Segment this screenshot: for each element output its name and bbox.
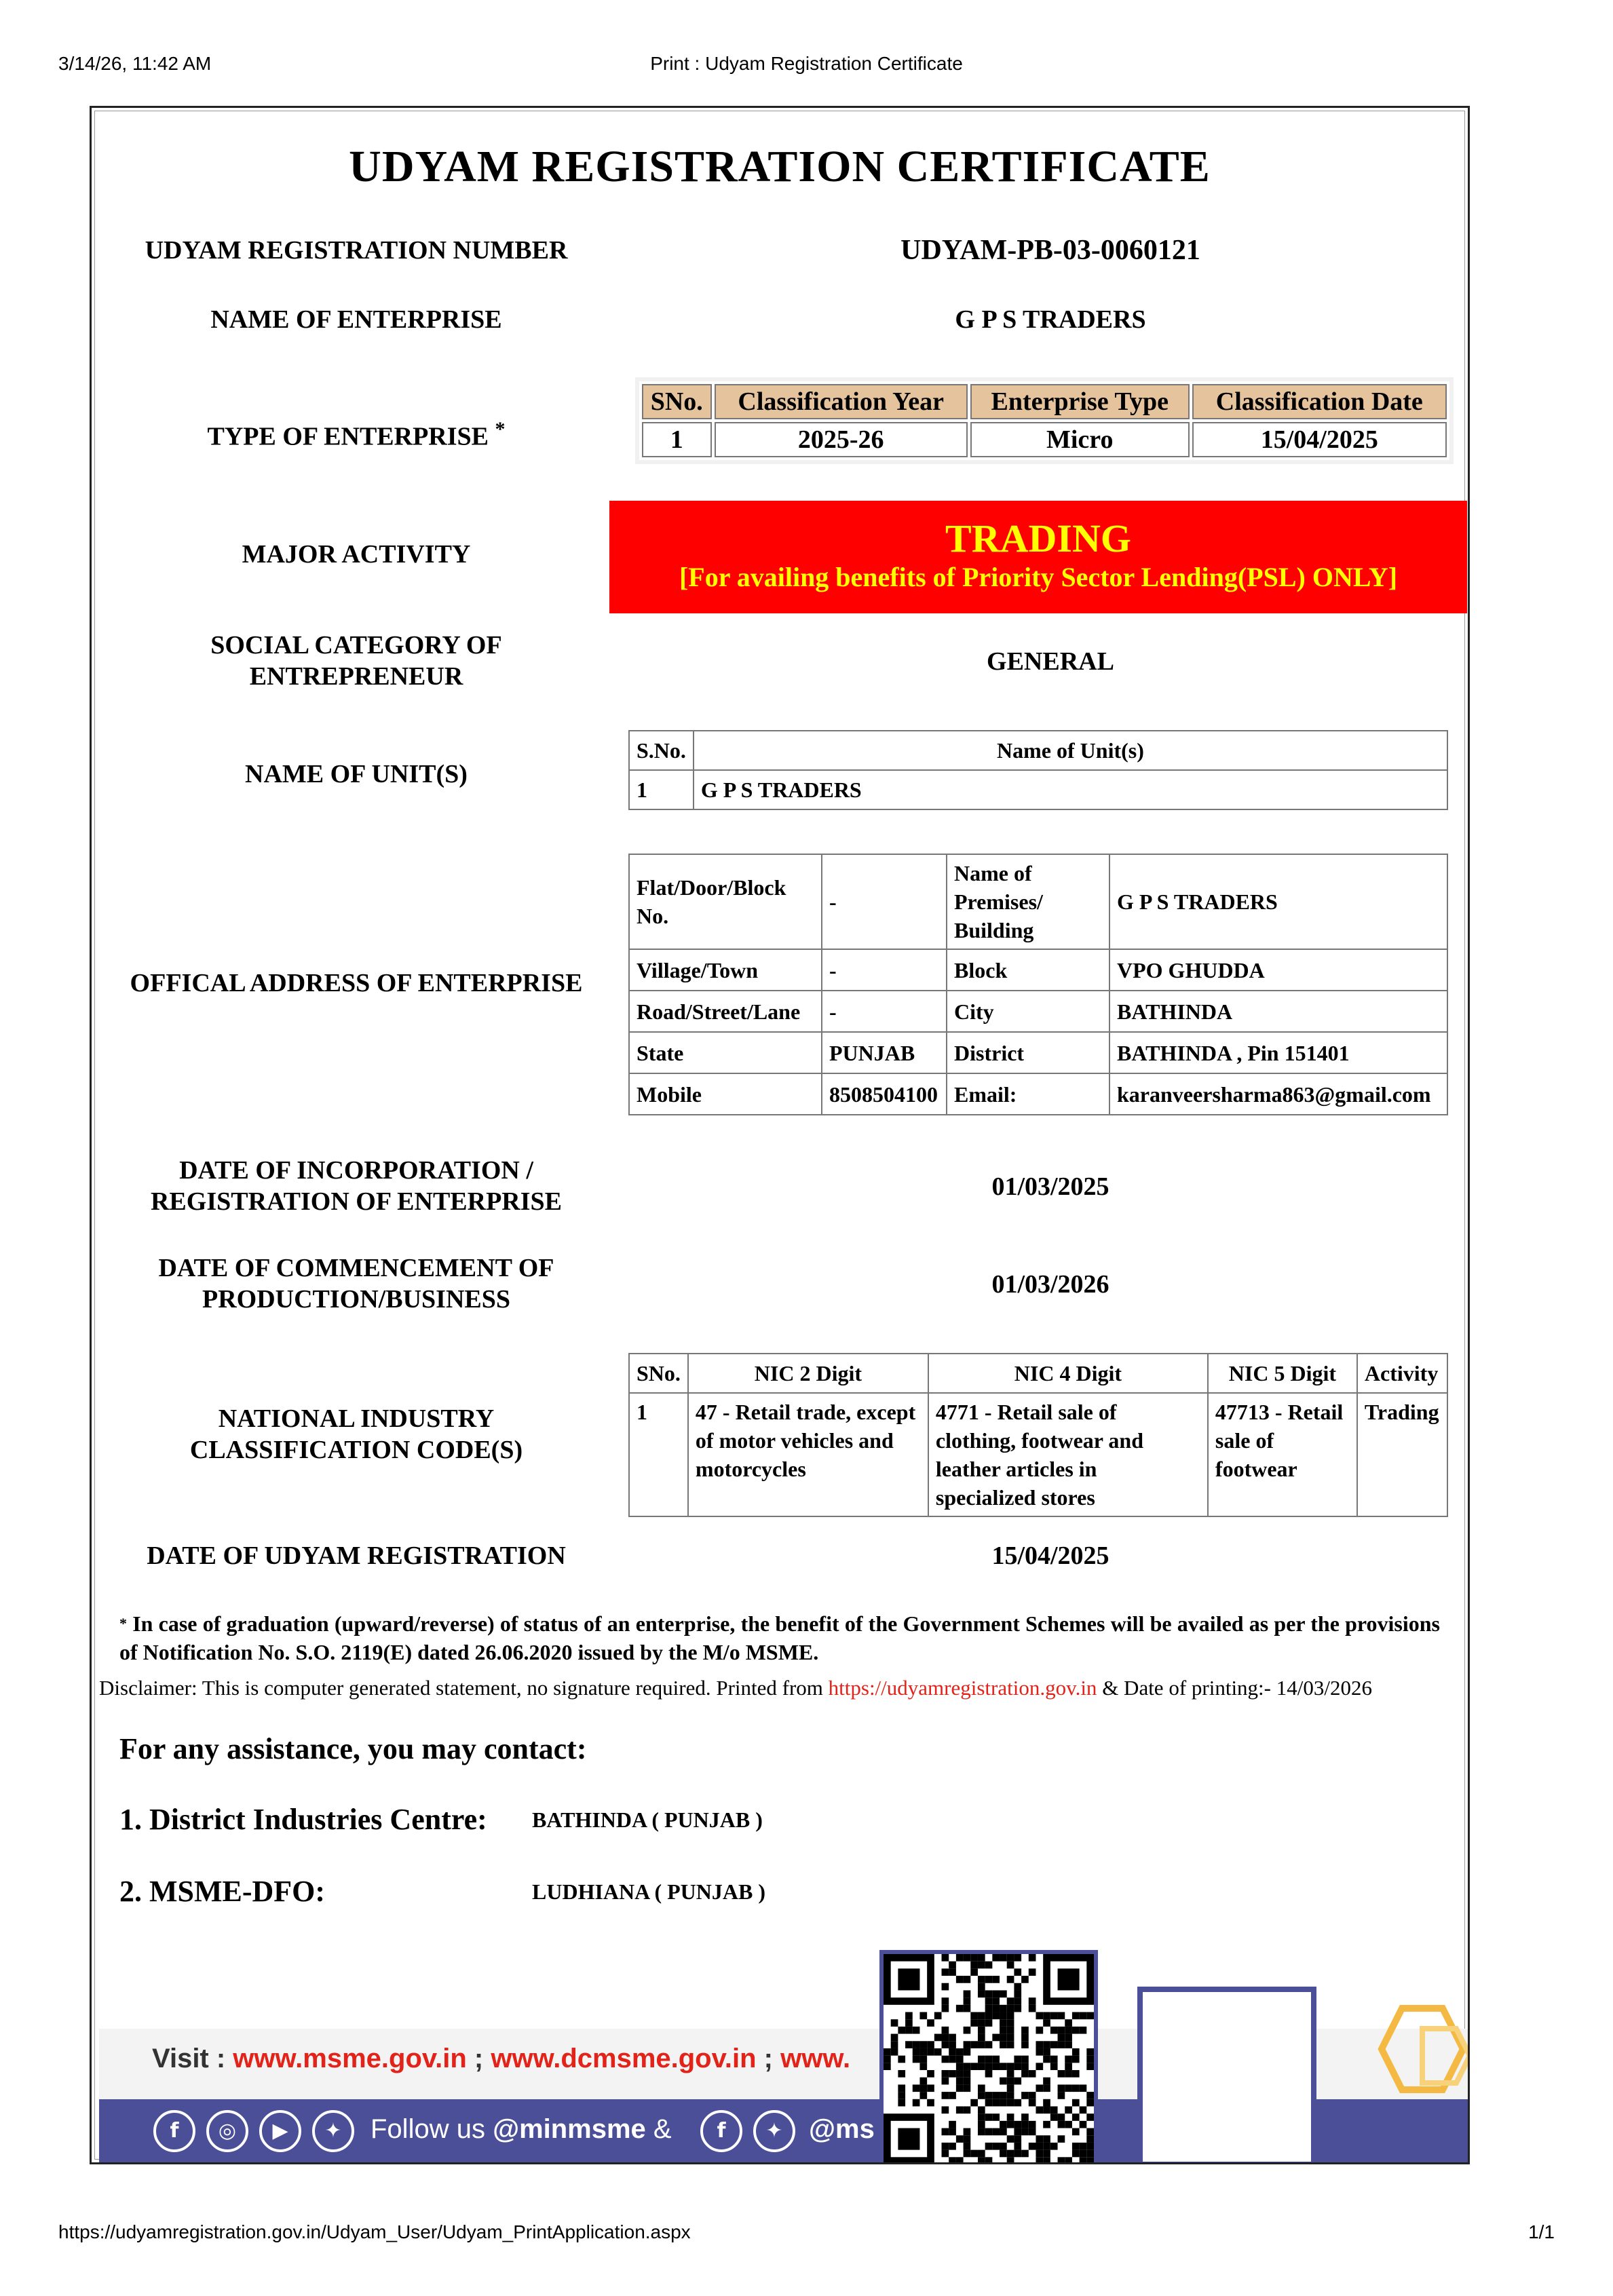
cell-sno: 1 <box>642 422 712 457</box>
table-header-row <box>629 731 1447 770</box>
city-label: City <box>947 991 1109 1032</box>
follow-handle[interactable]: @minmsme <box>493 2114 646 2144</box>
premises-value: G P S TRADERS <box>1109 854 1447 949</box>
units-table <box>628 730 1448 810</box>
address-table <box>628 854 1448 1115</box>
dfo-value: LUDHIANA ( PUNJAB ) <box>532 1879 765 1904</box>
mobile-label: Mobile <box>629 1073 822 1115</box>
social-category-label-line1: SOCIAL CATEGORY OF <box>210 631 502 659</box>
road-label: Road/Street/Lane <box>629 991 822 1032</box>
state-label: State <box>629 1032 822 1073</box>
udyam-date-label: DATE OF UDYAM REGISTRATION <box>147 1542 566 1570</box>
table-header-row <box>642 384 1447 419</box>
col-sno: SNo. <box>642 384 712 419</box>
enterprise-type-label <box>95 414 618 453</box>
disclaimer-prefix: Disclaimer: This is computer generated statement, no signature required. Printed from <box>99 1676 829 1700</box>
udyam-date-value: 15/04/2025 <box>991 1542 1109 1570</box>
commencement-label <box>95 1252 618 1315</box>
col-sno: SNo. <box>629 1354 688 1393</box>
enterprise-type-asterisk: * <box>495 418 506 440</box>
table-row <box>629 991 1447 1032</box>
district-value: BATHINDA , Pin 151401 <box>1109 1032 1447 1073</box>
block-value: VPO GHUDDA <box>1109 949 1447 991</box>
cell-nic-5: 47713 - Retail sale of footwear <box>1208 1393 1357 1516</box>
social-category-value: GENERAL <box>987 647 1114 676</box>
flat-label: Flat/Door/Block No. <box>629 854 822 949</box>
enterprise-type-table <box>635 377 1454 464</box>
col-enterprise-type: Enterprise Type <box>970 384 1190 419</box>
email-value: karanveersharma863@gmail.com <box>1109 1073 1447 1115</box>
block-label: Block <box>947 949 1109 991</box>
follow-prefix: Follow us <box>371 2114 493 2144</box>
footnote <box>119 1609 1440 1666</box>
follow-handle-partial <box>809 2114 875 2145</box>
table-row <box>629 770 1447 809</box>
table-row <box>629 1073 1447 1115</box>
table-row <box>629 1393 1447 1516</box>
col-classification-date: Classification Date <box>1192 384 1447 419</box>
certificate <box>90 106 1470 2164</box>
psl-note: [For availing benefits of Priority Sector Lending(PSL) ONLY] <box>679 562 1398 592</box>
col-sno: S.No. <box>629 731 694 770</box>
village-value: - <box>822 949 947 991</box>
email-label: Email: <box>947 1073 1109 1115</box>
incorporation-label-line2: REGISTRATION OF ENTERPRISE <box>150 1187 562 1216</box>
print-title: Print : Udyam Registration Certificate <box>650 53 963 74</box>
print-footer <box>58 2221 1555 2249</box>
major-activity-value: TRADING <box>945 516 1131 560</box>
major-activity-label: MAJOR ACTIVITY <box>242 540 471 569</box>
enterprise-name-label: NAME OF ENTERPRISE <box>210 305 502 334</box>
cell-nic-2: 47 - Retail trade, except of motor vehicles and motorcycles <box>688 1393 928 1516</box>
enterprise-name-value: G P S TRADERS <box>955 305 1146 334</box>
units-label: NAME OF UNIT(S) <box>245 760 468 788</box>
footnote-text: In case of graduation (upward/reverse) of status of an enterprise, the benefit of the Government Schemes will be availed as per the provisions of Notification No. S.O. 2119(E) dated 26.06.2020 issued by the M/o MSME. <box>119 1611 1441 1664</box>
commencement-label-line2: PRODUCTION/BUSINESS <box>202 1285 510 1314</box>
print-url: https://udyamregistration.gov.in/Udyam_User/Udyam_PrintApplication.aspx <box>58 2221 691 2242</box>
table-row <box>629 854 1447 949</box>
village-label: Village/Town <box>629 949 822 991</box>
table-row <box>642 422 1447 457</box>
dic-value: BATHINDA ( PUNJAB ) <box>532 1807 763 1832</box>
dfo-label: 2. MSME-DFO: <box>119 1875 326 1908</box>
district-label: District <box>947 1032 1109 1073</box>
nic-table <box>628 1353 1448 1517</box>
commencement-label-line1: DATE OF COMMENCEMENT OF <box>158 1254 554 1282</box>
photo-placeholder <box>1137 1987 1316 2164</box>
incorporation-label-line1: DATE OF INCORPORATION / <box>179 1156 533 1185</box>
youtube-icon[interactable]: ▶ <box>259 2110 301 2152</box>
print-header <box>58 53 1555 80</box>
assistance-heading: For any assistance, you may contact: <box>119 1732 587 1765</box>
city-value: BATHINDA <box>1109 991 1447 1032</box>
table-row <box>629 1032 1447 1073</box>
col-classification-year: Classification Year <box>715 384 968 419</box>
footnote-marker: * <box>119 1615 127 1632</box>
facebook-icon[interactable]: f <box>153 2110 195 2152</box>
cell-sno: 1 <box>629 770 694 809</box>
nic-label-line1: NATIONAL INDUSTRY <box>218 1404 495 1433</box>
col-nic-2: NIC 2 Digit <box>688 1354 928 1393</box>
disclaimer <box>99 1675 1460 1702</box>
certificate-inner <box>94 111 1465 2160</box>
cell-nic-4: 4771 - Retail sale of clothing, footwear and leather articles in specialized stores <box>928 1393 1208 1516</box>
nic-label-line2: CLASSIFICATION CODE(S) <box>189 1436 523 1464</box>
visit-sep: ; <box>756 2044 781 2073</box>
twitter-icon[interactable]: ✦ <box>753 2110 795 2152</box>
incorporation-value: 01/03/2025 <box>991 1172 1109 1201</box>
mobile-value: 8508504100 <box>822 1073 947 1115</box>
dic-label: 1. District Industries Centre: <box>119 1803 487 1836</box>
incorporation-label <box>95 1155 618 1217</box>
disclaimer-suffix: & Date of printing:- 14/03/2026 <box>1097 1676 1372 1700</box>
address-label: OFFICAL ADDRESS OF ENTERPRISE <box>130 969 583 997</box>
col-activity: Activity <box>1357 1354 1447 1393</box>
qr-code <box>879 1950 1098 2164</box>
table-row <box>629 949 1447 991</box>
visit-label: Visit : <box>152 2044 233 2073</box>
premises-label: Name of Premises/ Building <box>947 854 1109 949</box>
cell-classification-year: 2025-26 <box>715 422 968 457</box>
hexagon-decoration-icon <box>1375 2002 1470 2103</box>
social-category-label <box>95 630 618 692</box>
instagram-icon[interactable]: ◎ <box>206 2110 248 2152</box>
road-value: - <box>822 991 947 1032</box>
state-value: PUNJAB <box>822 1032 947 1073</box>
table-header-row <box>629 1354 1447 1393</box>
visit-link-msme[interactable]: www.msme.gov.in <box>233 2044 467 2073</box>
cell-classification-date: 15/04/2025 <box>1192 422 1447 457</box>
follow-handle2[interactable]: @ms <box>809 2114 875 2144</box>
print-page: 1/1 <box>1528 2221 1555 2242</box>
major-activity-banner <box>609 501 1467 613</box>
col-nic-5: NIC 5 Digit <box>1208 1354 1357 1393</box>
col-nic-4: NIC 4 Digit <box>928 1354 1208 1393</box>
facebook-icon[interactable]: f <box>700 2110 742 2152</box>
commencement-value: 01/03/2026 <box>991 1270 1109 1299</box>
enterprise-type-label-text: TYPE OF ENTERPRISE <box>207 422 489 451</box>
col-unit-name: Name of Unit(s) <box>694 731 1447 770</box>
social-category-label-line2: ENTREPRENEUR <box>249 662 463 691</box>
registration-number-value: UDYAM-PB-03-0060121 <box>900 235 1200 266</box>
follow-text <box>371 2114 672 2145</box>
certificate-title: UDYAM REGISTRATION CERTIFICATE <box>349 142 1211 191</box>
visit-sep: ; <box>466 2044 491 2073</box>
visit-text <box>152 2044 850 2074</box>
visit-link-dcmsme[interactable]: www.dcmsme.gov.in <box>491 2044 757 2073</box>
qr-code-icon <box>884 1954 1094 2164</box>
cell-unit-name: G P S TRADERS <box>694 770 1447 809</box>
cell-enterprise-type: Micro <box>970 422 1190 457</box>
twitter-icon[interactable]: ✦ <box>312 2110 354 2152</box>
visit-link-partial[interactable]: www. <box>780 2044 851 2073</box>
nic-label <box>95 1403 618 1466</box>
flat-value: - <box>822 854 947 949</box>
cell-activity: Trading <box>1357 1393 1447 1516</box>
disclaimer-link[interactable]: https://udyamregistration.gov.in <box>828 1676 1097 1700</box>
registration-number-label: UDYAM REGISTRATION NUMBER <box>145 236 568 265</box>
cell-sno: 1 <box>629 1393 688 1516</box>
follow-amp: & <box>645 2114 672 2144</box>
print-datetime: 3/14/26, 11:42 AM <box>58 53 212 74</box>
